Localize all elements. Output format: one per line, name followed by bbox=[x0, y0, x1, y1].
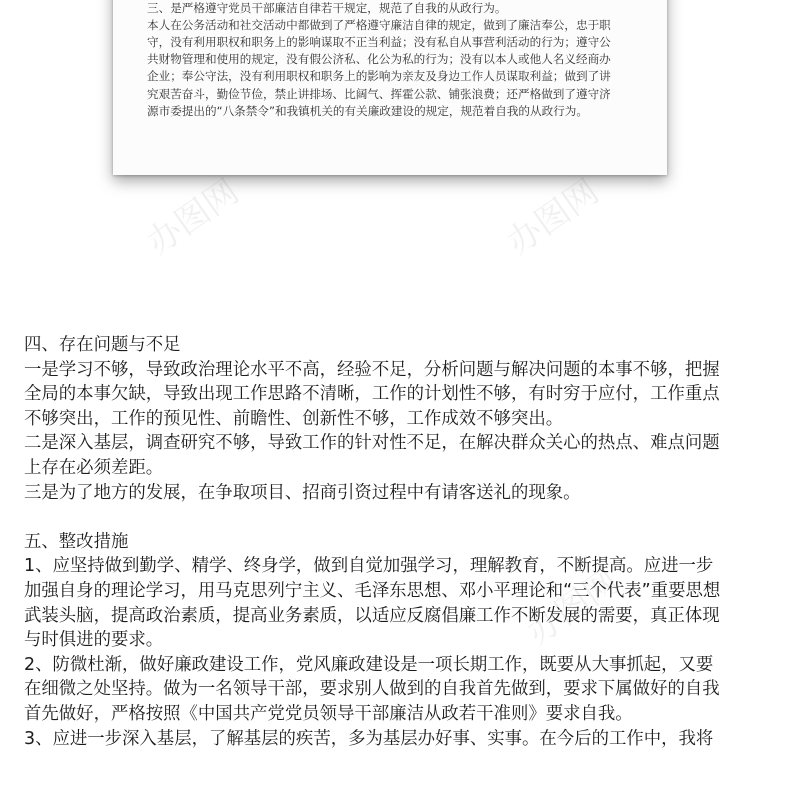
section4-line: 上存在必须差距。 bbox=[24, 457, 164, 478]
section5-line: 加强自身的理论学习，用马克思列宁主义、毛泽东思想、邓小平理论和“三个代表”重要思想 bbox=[24, 580, 721, 601]
section5-line: 首先做好，严格按照《中国共产党党员领导干部廉洁从政若干准则》要求自我。 bbox=[24, 703, 633, 724]
card-line: 本人在公务活动和社交活动中都做到了严格遵守廉洁自律的规定，做到了廉洁奉公，忠于职 bbox=[147, 18, 611, 33]
section5-line: 与时俱进的要求。 bbox=[24, 630, 164, 651]
card-line: 共财物管理和使用的规定，没有假公济私、化公为私的行为；没有以本人或他人名义经商办 bbox=[147, 52, 611, 67]
card-line: 企业；奉公守法，没有利用职权和职务上的影响为亲友及身边工作人员谋取利益；做到了讲 bbox=[147, 69, 611, 84]
document-preview-area bbox=[0, 0, 800, 300]
section4-line: 二是深入基层，调查研究不够，导致工作的针对性不足，在解决群众关心的热点、难点问题 bbox=[24, 433, 720, 454]
section5-title: 五、整改措施 bbox=[24, 531, 129, 552]
section5-line: 在细微之处坚持。做为一名领导干部，要求别人做到的自我首先做到，要求下属做好的自我 bbox=[24, 679, 720, 700]
document-page-card bbox=[113, 0, 667, 175]
section5-line: 3、应进一步深入基层，了解基层的疾苦，多为基层办好事、实事。在今后的工作中，我将 bbox=[24, 728, 714, 749]
card-line: 究艰苦奋斗，勤俭节俭，禁止讲排场、比阔气、挥霍公款、铺张浪费；还严格做到了遵守济 bbox=[147, 86, 611, 101]
section4-line: 不够突出，工作的预见性、前瞻性、创新性不够，工作成效不够突出。 bbox=[24, 408, 564, 429]
section4-line: 一是学习不够，导致政治理论水平不高，经验不足，分析问题与解决问题的本事不够，把握 bbox=[24, 359, 720, 380]
section5-line: 1、应坚持做到勤学、精学、终身学，做到自觉加强学习，理解教育，不断提高。应进一步 bbox=[24, 556, 714, 577]
card-section3-title: 三、是严格遵守党员干部廉洁自律若干规定，规范了自我的从政行为。 bbox=[147, 1, 507, 16]
card-line: 守，没有利用职权和职务上的影响谋取不正当利益；没有私自从事营利活动的行为；遵守公 bbox=[147, 35, 611, 50]
section5-line: 2、防微杜渐，做好廉政建设工作，党风廉政建设是一项长期工作，既要从大事抓起，又要 bbox=[24, 654, 714, 675]
section4-line: 全局的本事欠缺，导致出现工作思路不清晰，工作的计划性不够，有时穷于应付，工作重点 bbox=[24, 384, 720, 405]
section5-line: 武装头脑，提高政治素质，提高业务素质，以适应反腐倡廉工作不断发展的需要，真正体现 bbox=[24, 605, 720, 626]
document-page-text bbox=[147, 0, 637, 120]
main-document-text bbox=[24, 333, 780, 751]
card-line: 源市委提出的“八条禁令”和我镇机关的有关廉政建设的规定，规范着自我的从政行为。 bbox=[147, 103, 588, 118]
watermark: 办图网 bbox=[519, 561, 627, 654]
section4-line: 三是为了地方的发展，在争取项目、招商引资过程中有请客送礼的现象。 bbox=[24, 482, 581, 503]
section4-title: 四、存在问题与不足 bbox=[24, 335, 181, 355]
